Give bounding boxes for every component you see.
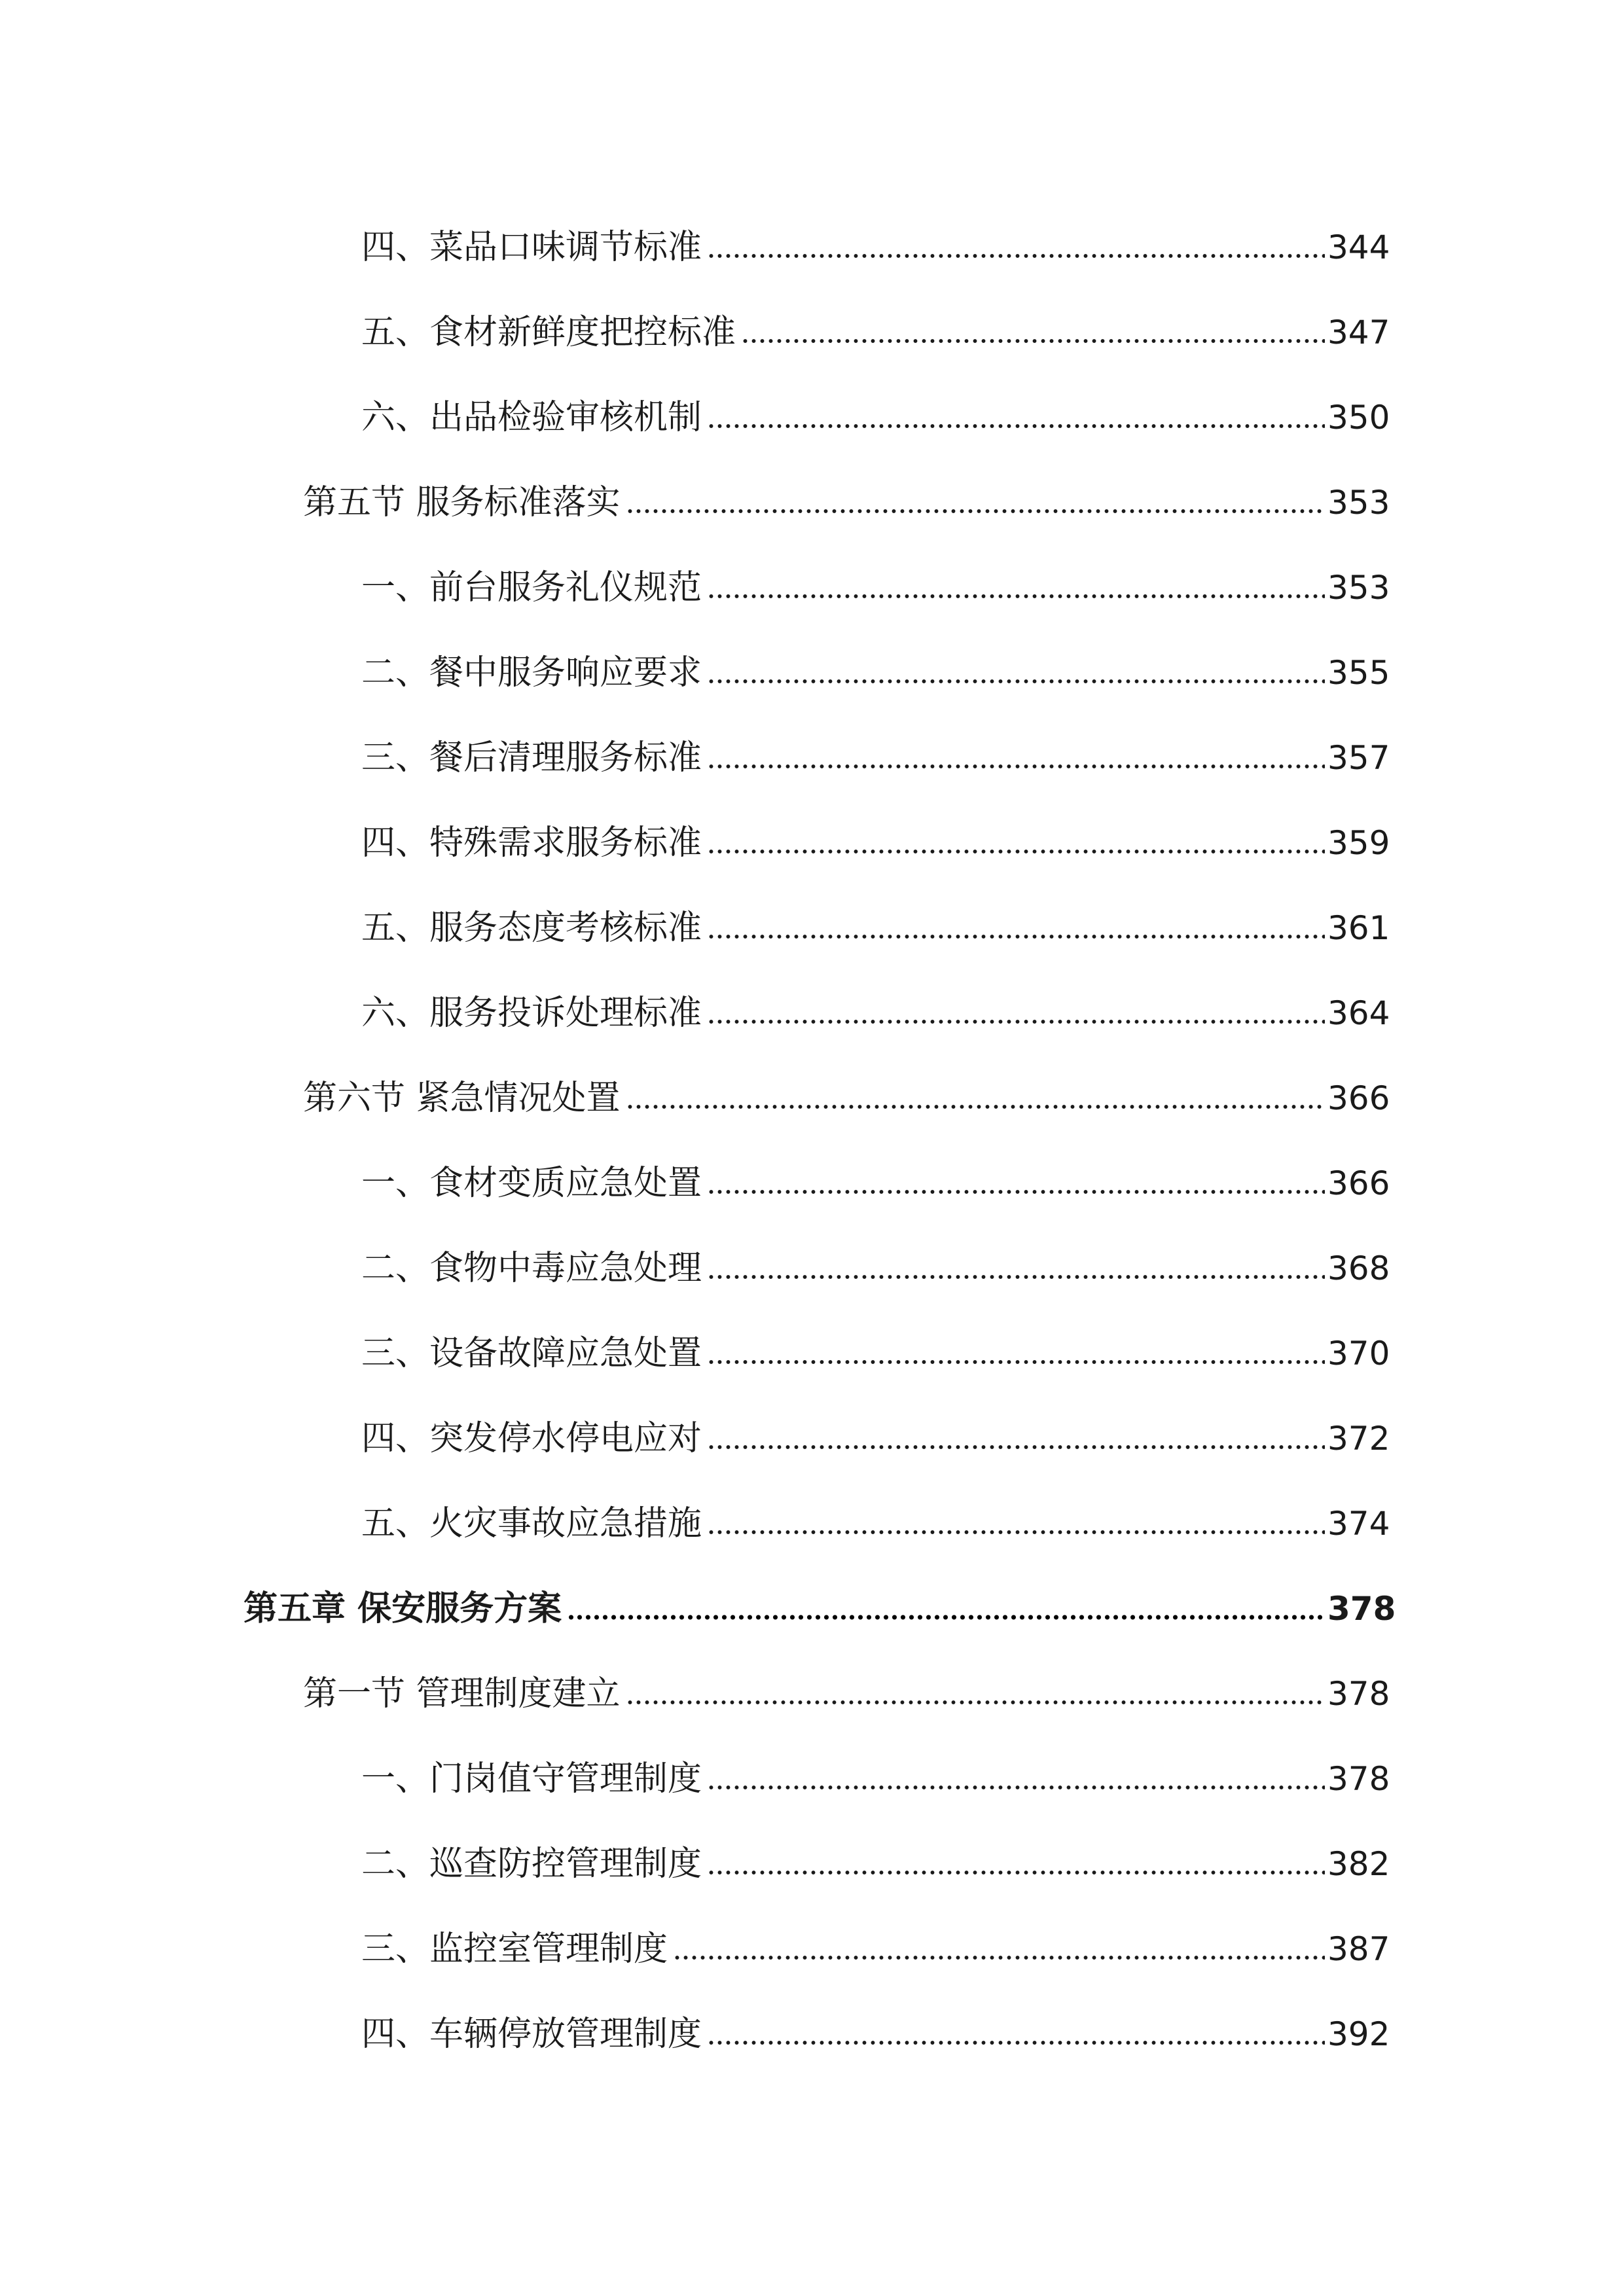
toc-entry-page: 382 bbox=[1327, 1845, 1390, 1883]
toc-entry-page: 378 bbox=[1327, 1590, 1396, 1628]
toc-entry-title: 五、服务态度考核标准 bbox=[361, 908, 702, 948]
dot-leader bbox=[707, 677, 1325, 686]
toc-entry-page: 344 bbox=[1327, 228, 1390, 266]
toc-entry-page: 350 bbox=[1327, 399, 1390, 437]
toc-entry[interactable] bbox=[361, 890, 1388, 949]
toc-entry[interactable] bbox=[361, 209, 1388, 268]
toc-entry-page: 370 bbox=[1327, 1335, 1390, 1372]
toc-entry-title: 六、出品检验审核机制 bbox=[361, 398, 702, 437]
toc-entry-title: 三、餐后清理服务标准 bbox=[361, 738, 702, 778]
toc-entry-title: 第一节 管理制度建立 bbox=[303, 1674, 621, 1713]
toc-entry[interactable] bbox=[361, 380, 1388, 439]
toc-entry[interactable] bbox=[361, 975, 1388, 1034]
toc-entry[interactable] bbox=[361, 720, 1388, 779]
toc-entry-title: 一、前台服务礼仪规范 bbox=[361, 568, 702, 607]
toc-entry-page: 355 bbox=[1327, 654, 1390, 692]
toc-entry-page: 353 bbox=[1327, 484, 1390, 522]
toc-entry[interactable] bbox=[361, 1826, 1388, 1885]
toc-entry-title: 第五节 服务标准落实 bbox=[303, 483, 621, 522]
toc-section-entry[interactable] bbox=[303, 465, 1388, 524]
dot-leader bbox=[707, 847, 1325, 856]
toc-entry-title: 四、突发停水停电应对 bbox=[361, 1419, 702, 1458]
toc-entry-page: 378 bbox=[1327, 1675, 1390, 1713]
toc-entry-title: 五、火灾事故应急措施 bbox=[361, 1504, 702, 1543]
toc-entry-title: 三、设备故障应急处置 bbox=[361, 1334, 702, 1373]
dot-leader bbox=[707, 592, 1325, 601]
toc-entry-title: 四、菜品口味调节标准 bbox=[361, 228, 702, 267]
toc-entry-page: 366 bbox=[1327, 1079, 1390, 1117]
toc-entry-title: 二、食物中毒应急处理 bbox=[361, 1249, 702, 1288]
dot-leader bbox=[707, 1868, 1325, 1877]
toc-entry-page: 372 bbox=[1327, 1420, 1390, 1458]
toc-entry[interactable] bbox=[361, 805, 1388, 864]
dot-leader bbox=[567, 1613, 1325, 1622]
toc-entry[interactable] bbox=[361, 1911, 1388, 1970]
dot-leader bbox=[707, 1528, 1325, 1537]
toc-entry-page: 359 bbox=[1327, 824, 1390, 862]
toc-entry-page: 364 bbox=[1327, 994, 1390, 1032]
dot-leader bbox=[626, 507, 1325, 516]
toc-entry-page: 353 bbox=[1327, 569, 1390, 607]
toc-entry-title: 第五章 保安服务方案 bbox=[244, 1588, 562, 1628]
toc-entry-page: 366 bbox=[1327, 1164, 1390, 1202]
dot-leader bbox=[707, 422, 1325, 431]
dot-leader bbox=[626, 1102, 1325, 1111]
toc-entry[interactable] bbox=[361, 550, 1388, 609]
dot-leader bbox=[707, 1357, 1325, 1367]
toc-entry[interactable] bbox=[361, 1486, 1388, 1545]
toc-entry-title: 一、食材变质应急处置 bbox=[361, 1164, 702, 1203]
dot-leader bbox=[626, 1698, 1325, 1707]
dot-leader bbox=[707, 1783, 1325, 1792]
toc-entry-title: 四、特殊需求服务标准 bbox=[361, 823, 702, 863]
toc-entry-page: 387 bbox=[1327, 1930, 1390, 1968]
toc-entry-page: 347 bbox=[1327, 314, 1390, 351]
toc-entry-title: 第六节 紧急情况处置 bbox=[303, 1079, 621, 1118]
toc-entry[interactable] bbox=[361, 295, 1388, 353]
dot-leader bbox=[707, 251, 1325, 260]
toc-entry[interactable] bbox=[361, 1145, 1388, 1204]
toc-entry[interactable] bbox=[361, 635, 1388, 694]
toc-entry-page: 378 bbox=[1327, 1760, 1390, 1798]
toc-entry[interactable] bbox=[361, 1316, 1388, 1374]
toc-entry-page: 392 bbox=[1327, 2015, 1390, 2053]
toc-section-entry[interactable] bbox=[303, 1060, 1388, 1119]
toc-entry-title: 一、门岗值守管理制度 bbox=[361, 1759, 702, 1799]
dot-leader bbox=[707, 2038, 1325, 2047]
dot-leader bbox=[707, 1017, 1325, 1026]
dot-leader bbox=[741, 336, 1325, 346]
toc-entry-page: 357 bbox=[1327, 739, 1390, 777]
toc-entry-title: 六、服务投诉处理标准 bbox=[361, 994, 702, 1033]
toc-entry[interactable] bbox=[361, 1741, 1388, 1800]
dot-leader bbox=[707, 1187, 1325, 1196]
toc-entry-page: 374 bbox=[1327, 1505, 1390, 1543]
toc-entry-page: 361 bbox=[1327, 909, 1390, 947]
toc-entry-title: 二、餐中服务响应要求 bbox=[361, 653, 702, 692]
dot-leader bbox=[707, 1443, 1325, 1452]
toc-entry-title: 五、食材新鲜度把控标准 bbox=[361, 313, 736, 352]
dot-leader bbox=[707, 1272, 1325, 1282]
toc-entry-title: 二、巡查防控管理制度 bbox=[361, 1844, 702, 1884]
toc-entry[interactable] bbox=[361, 1401, 1388, 1460]
dot-leader bbox=[707, 762, 1325, 771]
toc-entry-title: 四、车辆停放管理制度 bbox=[361, 2015, 702, 2054]
toc-section-entry[interactable] bbox=[303, 1656, 1388, 1715]
toc-entry-title: 三、监控室管理制度 bbox=[361, 1929, 668, 1969]
toc-entry-page: 368 bbox=[1327, 1249, 1390, 1287]
toc-entry[interactable] bbox=[361, 1230, 1388, 1289]
toc-entry[interactable] bbox=[361, 1996, 1388, 2055]
dot-leader bbox=[673, 1953, 1325, 1962]
toc-chapter-entry[interactable] bbox=[244, 1571, 1396, 1630]
dot-leader bbox=[707, 932, 1325, 941]
